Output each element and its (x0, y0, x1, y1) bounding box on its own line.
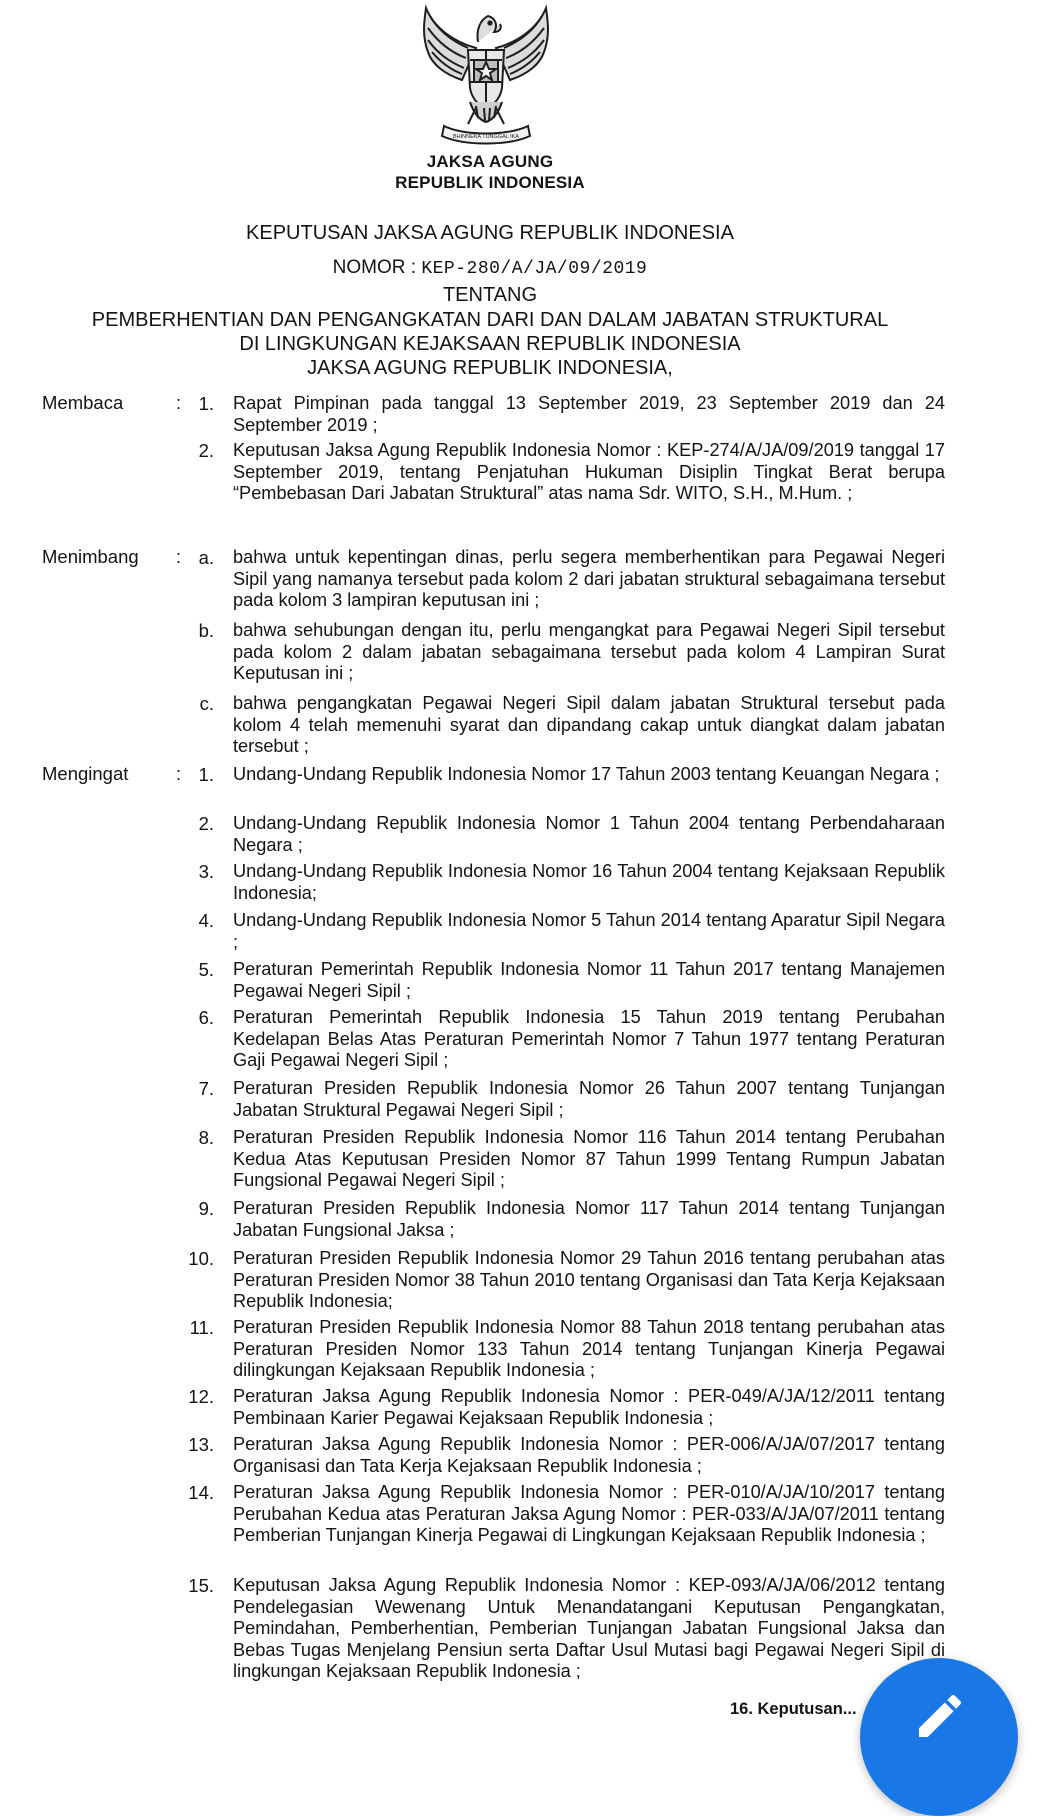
list-item: Undang-Undang Republik Indonesia Nomor 1 Tahun 2004 tentang Perbendaharaan Negara ; (233, 813, 945, 855)
section-colon: : (176, 763, 182, 784)
list-marker: 5. (198, 959, 214, 980)
garuda-emblem (404, 2, 568, 152)
list-item: Peraturan Pemerintah Republik Indonesia Nomor 11 Tahun 2017 tentang Manajemen Pegawai Negeri Sipil ; (233, 959, 945, 1001)
garuda-pancasila-icon (404, 2, 568, 152)
list-item: Rapat Pimpinan pada tanggal 13 September 2019, 23 September 2019 dan 24 September 2019 ; (233, 393, 945, 435)
list-item: Peraturan Jaksa Agung Republik Indonesia Nomor : PER-049/A/JA/12/2011 tentang Pembinaan Karier Pegawai Kejaksaan Republik Indonesia ; (233, 1386, 945, 1428)
list-marker: 3. (198, 861, 214, 882)
list-item: Peraturan Presiden Republik Indonesia Nomor 26 Tahun 2007 tentang Tunjangan Jabatan Struktural Pegawai Negeri Sipil ; (233, 1078, 945, 1120)
about-heading: TENTANG (442, 284, 538, 306)
edit-fab-button[interactable] (860, 1658, 1018, 1816)
section-colon: : (176, 546, 182, 567)
section-label-menimbang: Menimbang (42, 546, 139, 567)
subject-line-3: JAKSA AGUNG REPUBLIK INDONESIA, (307, 357, 673, 379)
list-item: Peraturan Presiden Republik Indonesia Nomor 29 Tahun 2016 tentang perubahan atas Peraturan Presiden Nomor 38 Tahun 2010 tentang Organisasi dan Tata Kerja Kejaksaan Republik Indonesia; (233, 1248, 945, 1311)
institution-line-2: REPUBLIK INDONESIA (395, 173, 585, 192)
number-label: NOMOR : (332, 257, 417, 278)
list-item: Undang-Undang Republik Indonesia Nomor 16 Tahun 2004 tentang Kejaksaan Republik Indonesia; (233, 861, 945, 903)
list-marker: c. (199, 693, 214, 714)
list-item: Keputusan Jaksa Agung Republik Indonesia Nomor : KEP-093/A/JA/06/2012 tentang Pendelegasian Wewenang Untuk Menandatangani Keputusan Pengangkatan, Pemindahan, Pemberhentian, Pemberian Tunjangan Jabatan Fungsional Jaksa dan Bebas Tugas Menjelang Pensiun serta Daftar Usul Mutasi bagi Pegawai Negeri Sipil di lingkungan Kejaksaan Republik Indonesia ; (233, 1575, 945, 1681)
list-marker: 2. (198, 813, 214, 834)
motto-text: BHINNEKA TUNGGAL IKA (452, 134, 520, 140)
list-marker: 13. (188, 1434, 214, 1455)
list-item: bahwa pengangkatan Pegawai Negeri Sipil dalam jabatan Struktural tersebut pada kolom 4 telah memenuhi syarat dan dipandang cakap untuk diangkat dalam jabatan tersebut ; (233, 693, 945, 756)
list-marker: 1. (198, 764, 214, 785)
section-colon: : (176, 392, 182, 413)
list-marker: b. (198, 620, 214, 641)
list-marker: 14. (188, 1482, 214, 1503)
decree-title: KEPUTUSAN JAKSA AGUNG REPUBLIK INDONESIA (246, 222, 734, 244)
list-item: bahwa untuk kepentingan dinas, perlu segera memberhentikan para Pegawai Negeri Sipil yang namanya tersebut pada kolom 2 dari jabatan struktural sebagaimana tersebut pada kolom 3 lampiran keputusan ini ; (233, 547, 945, 610)
subject-line-1: PEMBERHENTIAN DAN PENGANGKATAN DARI DAN DALAM JABATAN STRUKTURAL (91, 309, 889, 331)
list-marker: 10. (188, 1248, 214, 1269)
list-item: Peraturan Presiden Republik Indonesia Nomor 88 Tahun 2018 tentang perubahan atas Peraturan Presiden Nomor 133 Tahun 2014 tentang Tunjangan Kinerja Pegawai dilingkungan Kejaksaan Republik Indonesia ; (233, 1317, 945, 1380)
list-item: Peraturan Presiden Republik Indonesia Nomor 117 Tahun 2014 tentang Tunjangan Jabatan Fungsional Jaksa ; (233, 1198, 945, 1240)
continuation-note: 16. Keputusan... (730, 1700, 857, 1718)
list-item: Peraturan Presiden Republik Indonesia Nomor 116 Tahun 2014 tentang Perubahan Kedua Atas Keputusan Presiden Nomor 87 Tahun 1999 Tentang Rumpun Jabatan Fungsional Pegawai Negeri Sipil ; (233, 1127, 945, 1190)
list-marker: 8. (198, 1127, 214, 1148)
institution-line-1: JAKSA AGUNG (426, 152, 554, 171)
list-marker: 4. (198, 910, 214, 931)
list-item: Undang-Undang Republik Indonesia Nomor 17 Tahun 2003 tentang Keuangan Negara ; (233, 764, 940, 784)
list-marker: 11. (189, 1317, 214, 1338)
subject-line-2: DI LINGKUNGAN KEJAKSAAN REPUBLIK INDONESIA (239, 333, 741, 355)
list-marker: 9. (198, 1198, 214, 1219)
list-marker: 7. (198, 1078, 214, 1099)
list-marker: 1. (198, 393, 214, 414)
list-item: Peraturan Jaksa Agung Republik Indonesia Nomor : PER-006/A/JA/07/2017 tentang Organisasi dan Tata Kerja Kejaksaan Republik Indonesia ; (233, 1434, 945, 1476)
section-label-mengingat: Mengingat (42, 763, 129, 784)
list-item: bahwa sehubungan dengan itu, perlu mengangkat para Pegawai Negeri Sipil tersebut pada kolom 2 dalam jabatan sebagaimana tersebut pada kolom 4 Lampiran Surat Keputusan ini ; (233, 620, 945, 683)
list-item: Keputusan Jaksa Agung Republik Indonesia Nomor : KEP-274/A/JA/09/2019 tanggal 17 September 2019, tentang Penjatuhan Hukuman Disiplin Tingkat Berat berupa “Pembebasan Dari Jabatan Struktural” atas nama Sdr. WITO, S.H., M.Hum. ; (233, 440, 945, 503)
list-marker: 12. (188, 1386, 214, 1407)
list-marker: a. (198, 547, 214, 568)
edit-pencil-icon (912, 1688, 968, 1744)
decree-number (0, 257, 980, 279)
list-marker: 6. (198, 1007, 214, 1028)
number-value: KEP-280/A/JA/09/2019 (421, 259, 648, 279)
list-item: Undang-Undang Republik Indonesia Nomor 5 Tahun 2014 tentang Aparatur Sipil Negara ; (233, 910, 945, 952)
list-marker: 2. (198, 440, 214, 461)
list-marker: 15. (188, 1575, 214, 1596)
section-label-membaca: Membaca (42, 392, 124, 413)
list-item: Peraturan Jaksa Agung Republik Indonesia Nomor : PER-010/A/JA/10/2017 tentang Perubahan Kedua atas Peraturan Jaksa Agung Nomor : PER-033/A/JA/07/2011 tentang Pemberian Tunjangan Kinerja Pegawai di Lingkungan Kejaksaan Republik Indonesia ; (233, 1482, 945, 1545)
list-item: Peraturan Pemerintah Republik Indonesia 15 Tahun 2019 tentang Perubahan Kedelapan Belas Atas Peraturan Pemerintah Nomor 7 Tahun 1977 tentang Peraturan Gaji Pegawai Negeri Sipil ; (233, 1007, 945, 1070)
